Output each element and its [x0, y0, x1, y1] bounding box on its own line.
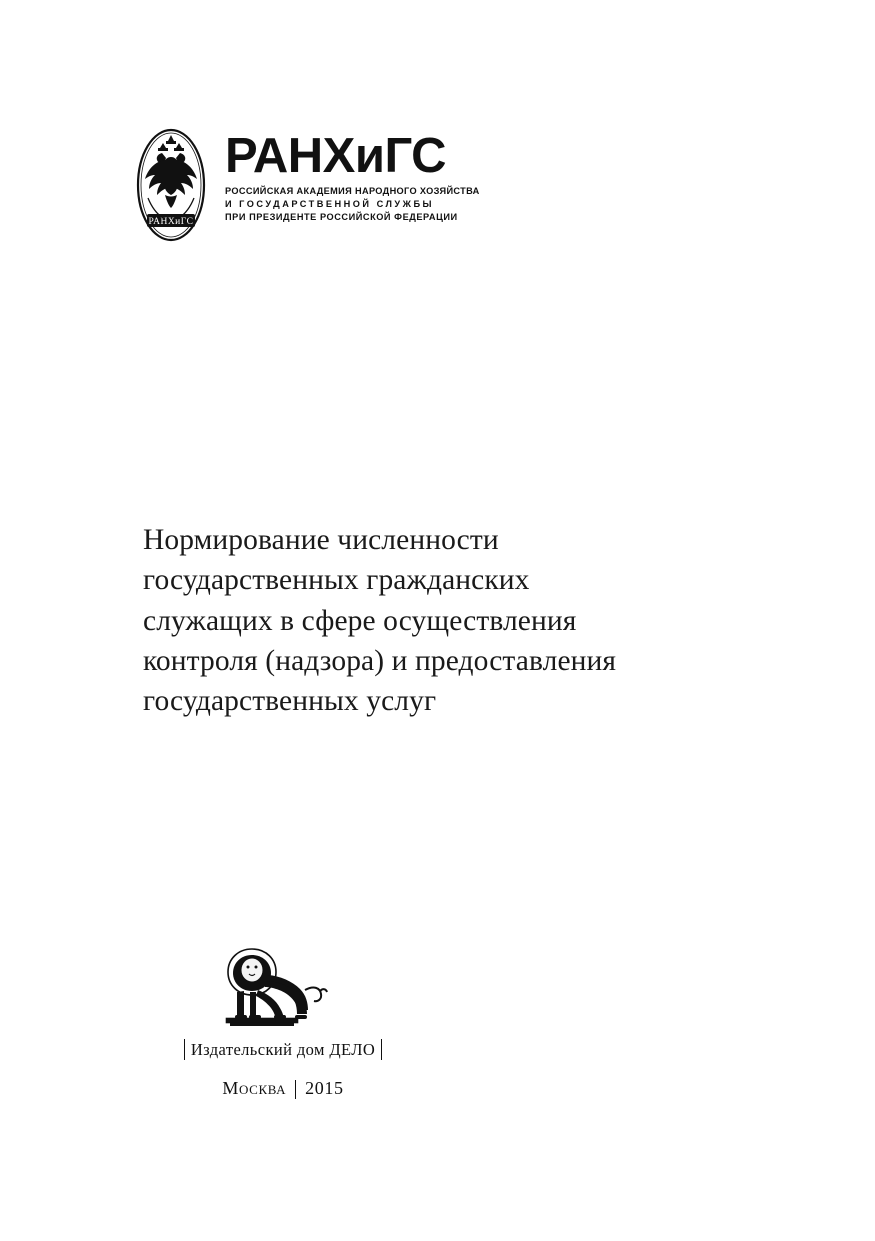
title-line-2: государственных гражданских: [143, 564, 530, 597]
imprint-block: [143, 935, 423, 1099]
publisher-line: [143, 1039, 423, 1060]
publisher-right-rule: [381, 1039, 382, 1060]
logo-acronym: РАНХиГС: [225, 129, 446, 183]
logo-subtitle-line-2: И ГОСУДАРСТВЕННОЙ СЛУЖБЫ: [225, 199, 435, 210]
publisher-left-rule: [184, 1039, 185, 1060]
title-line-3: служащих в сфере осуществления: [143, 604, 577, 637]
logo-subtitle-line-1: РОССИЙСКАЯ АКАДЕМИЯ НАРОДНОГО ХОЗЯЙСТВА: [225, 186, 480, 196]
double-headed-eagle-emblem: [135, 126, 207, 244]
city-label: Москва: [222, 1078, 287, 1098]
logo-subtitle: [225, 185, 480, 224]
title-line-4: контроля (надзора) и предоставления: [143, 644, 617, 677]
city-year-line: [143, 1078, 423, 1099]
year-label: 2015: [305, 1078, 344, 1098]
svg-text:РАНХиГС: РАНХиГС: [148, 217, 194, 227]
page-title: [143, 520, 743, 722]
title-line-5: государственных услуг: [143, 685, 437, 718]
logo-subtitle-line-3: ПРИ ПРЕЗИДЕНТЕ РОССИЙСКОЙ ФЕДЕРАЦИИ: [225, 212, 458, 223]
city-year-separator: [295, 1080, 296, 1099]
publisher-name: Издательский дом ДЕЛО: [190, 1039, 376, 1059]
title-line-1: Нормирование численности: [143, 523, 499, 556]
lion-emblem: [208, 935, 358, 1031]
ranepa-logo: [135, 126, 515, 254]
logo-text-block: [225, 126, 480, 224]
